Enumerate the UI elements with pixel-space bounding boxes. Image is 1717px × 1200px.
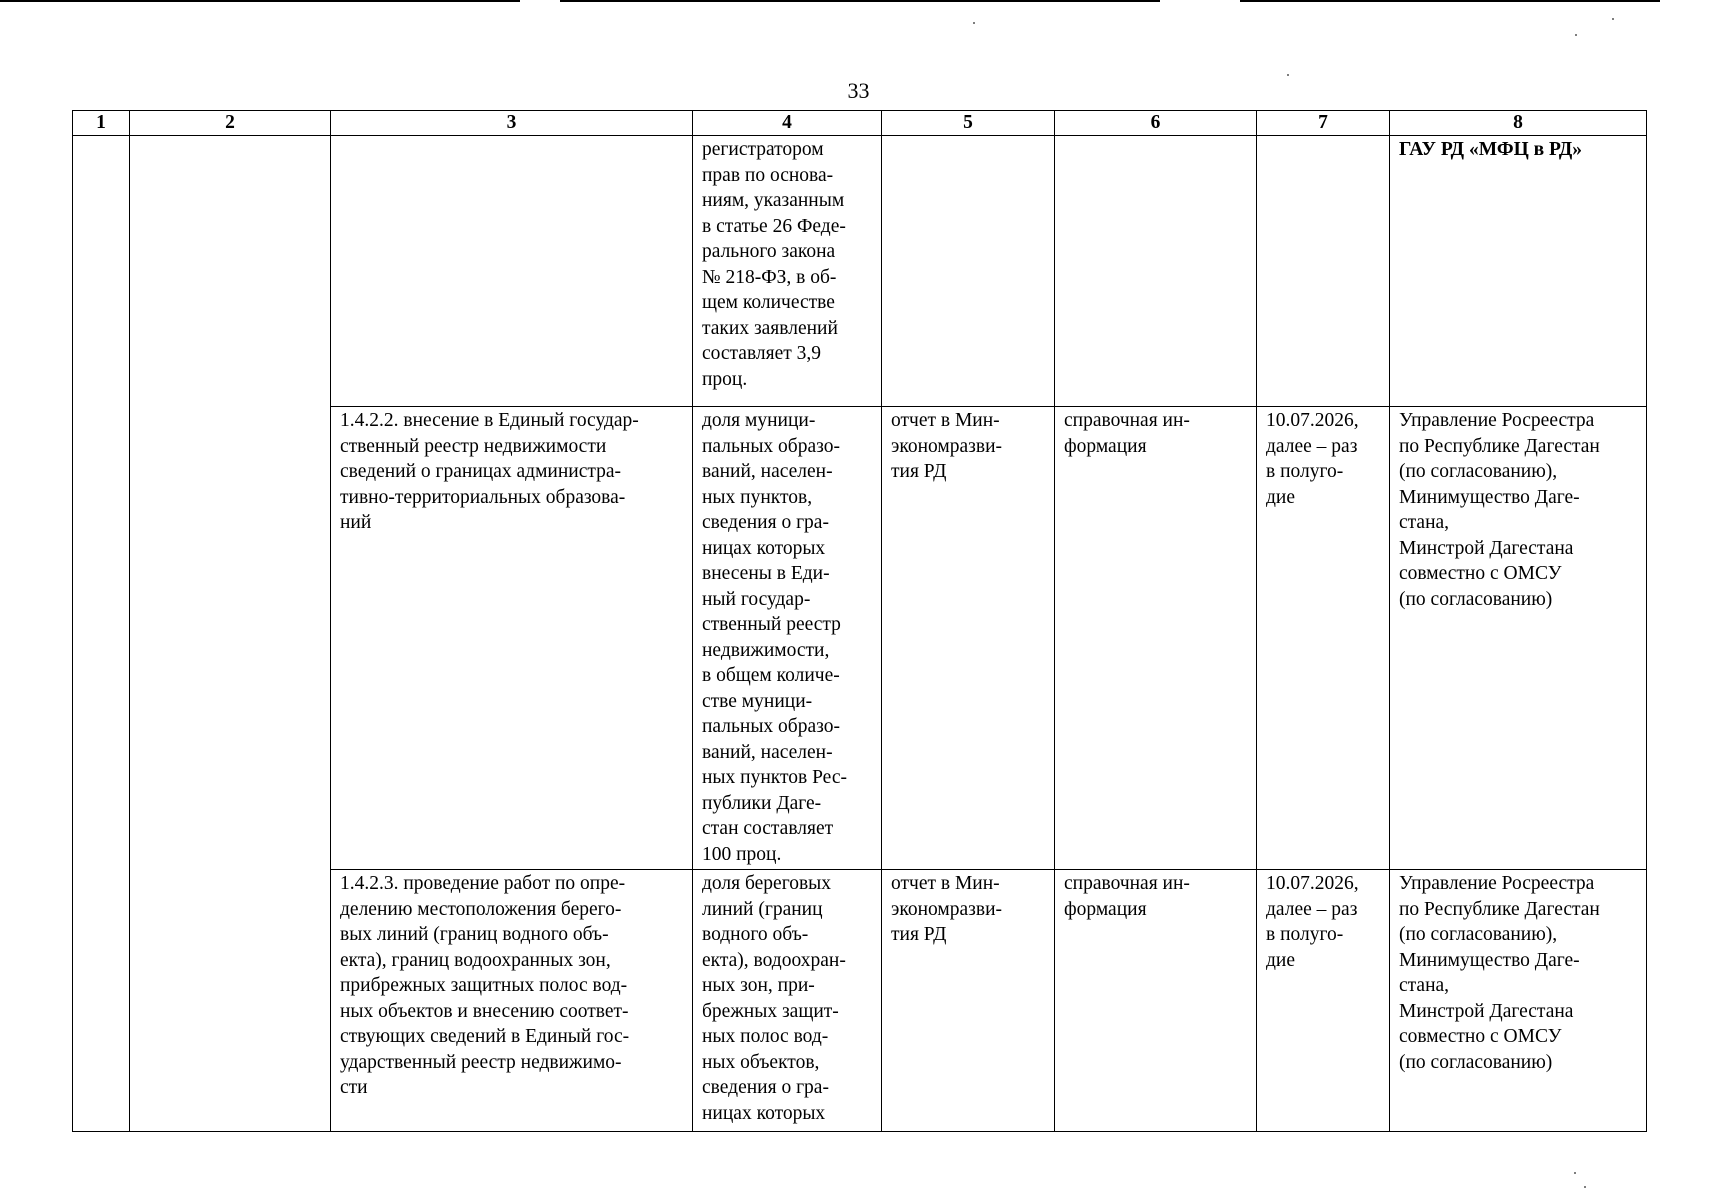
cell-deadline (1257, 136, 1390, 407)
column-number: 5 (882, 111, 1055, 136)
scan-speck (1612, 18, 1614, 20)
cell-deadline: 10.07.2026, далее – раз в полуго- дие (1257, 407, 1390, 870)
scan-edge-line (0, 0, 520, 2)
cell-goal (130, 136, 331, 1132)
column-number: 2 (130, 111, 331, 136)
cell-measure (331, 136, 693, 407)
cell-responsible: ГАУ РД «МФЦ в РД» (1390, 136, 1647, 407)
cell-document-type (1055, 136, 1257, 407)
cell-document-type: справочная ин- формация (1055, 407, 1257, 870)
cell-measure: 1.4.2.3. проведение работ по опре- делению местоположения берего- вых линий (границ водного объ- екта), границ водоохранных зон, прибрежных защитных полос вод- ных объектов и внесению соответ- ствующих сведений в Единый гос- ударственный реестр недвижимо- сти (331, 870, 693, 1132)
cell-responsible: Управление Росреестра по Республике Дагестан (по согласованию), Минимущество Даге- стана, Минстрой Дагестана совместно с ОМСУ (по согласованию) (1390, 870, 1647, 1132)
column-number: 3 (331, 111, 693, 136)
scan-edge-line (560, 0, 1160, 2)
column-number: 6 (1055, 111, 1257, 136)
page-number: 33 (847, 78, 870, 103)
cell-responsible: Управление Росреестра по Республике Дагестан (по согласованию), Минимущество Даге- стана, Минстрой Дагестана совместно с ОМСУ (по согласованию) (1390, 407, 1647, 870)
column-number: 1 (73, 111, 130, 136)
column-number: 7 (1257, 111, 1390, 136)
column-number-row (73, 111, 1647, 136)
cell-indicator: доля муници- пальных образо- ваний, населен- ных пунктов, сведения о гра- ницах которых внесены в Еди- ный государ- ственный реестр недвижимости, в общем количе- стве муници- пальных образо- ваний, населен- ных пунктов Рес- публики Даге- стан составляет 100 проц. (693, 407, 882, 870)
cell-measure: 1.4.2.2. внесение в Единый государ- ственный реестр недвижимости сведений о границах администра- тивно-территориальных образова- ний (331, 407, 693, 870)
scan-speck (1287, 74, 1289, 76)
cell-result-form (882, 136, 1055, 407)
scan-speck (973, 22, 975, 24)
cell-result-form: отчет в Мин- экономразви- тия РД (882, 870, 1055, 1132)
scan-speck (1574, 1172, 1576, 1174)
cell-indicator: регистратором прав по основа- ниям, указанным в статье 26 Феде- рального закона № 218-ФЗ, в об- щем количестве таких заявлений составляет 3,9 проц. (693, 136, 882, 407)
cell-number (73, 136, 130, 1132)
column-number: 8 (1390, 111, 1647, 136)
table-row (73, 136, 1647, 407)
cell-deadline: 10.07.2026, далее – раз в полуго- дие (1257, 870, 1390, 1132)
column-number: 4 (693, 111, 882, 136)
scan-speck (1575, 34, 1577, 36)
cell-result-form: отчет в Мин- экономразви- тия РД (882, 407, 1055, 870)
scan-edge-line (1240, 0, 1660, 2)
measures-table (72, 110, 1647, 1132)
cell-document-type: справочная ин- формация (1055, 870, 1257, 1132)
scan-speck (1584, 1186, 1586, 1188)
cell-indicator: доля береговых линий (границ водного объ- екта), водоохран- ных зон, при- брежных защит- ных полос вод- ных объектов, сведения о гра- ницах которых (693, 870, 882, 1132)
